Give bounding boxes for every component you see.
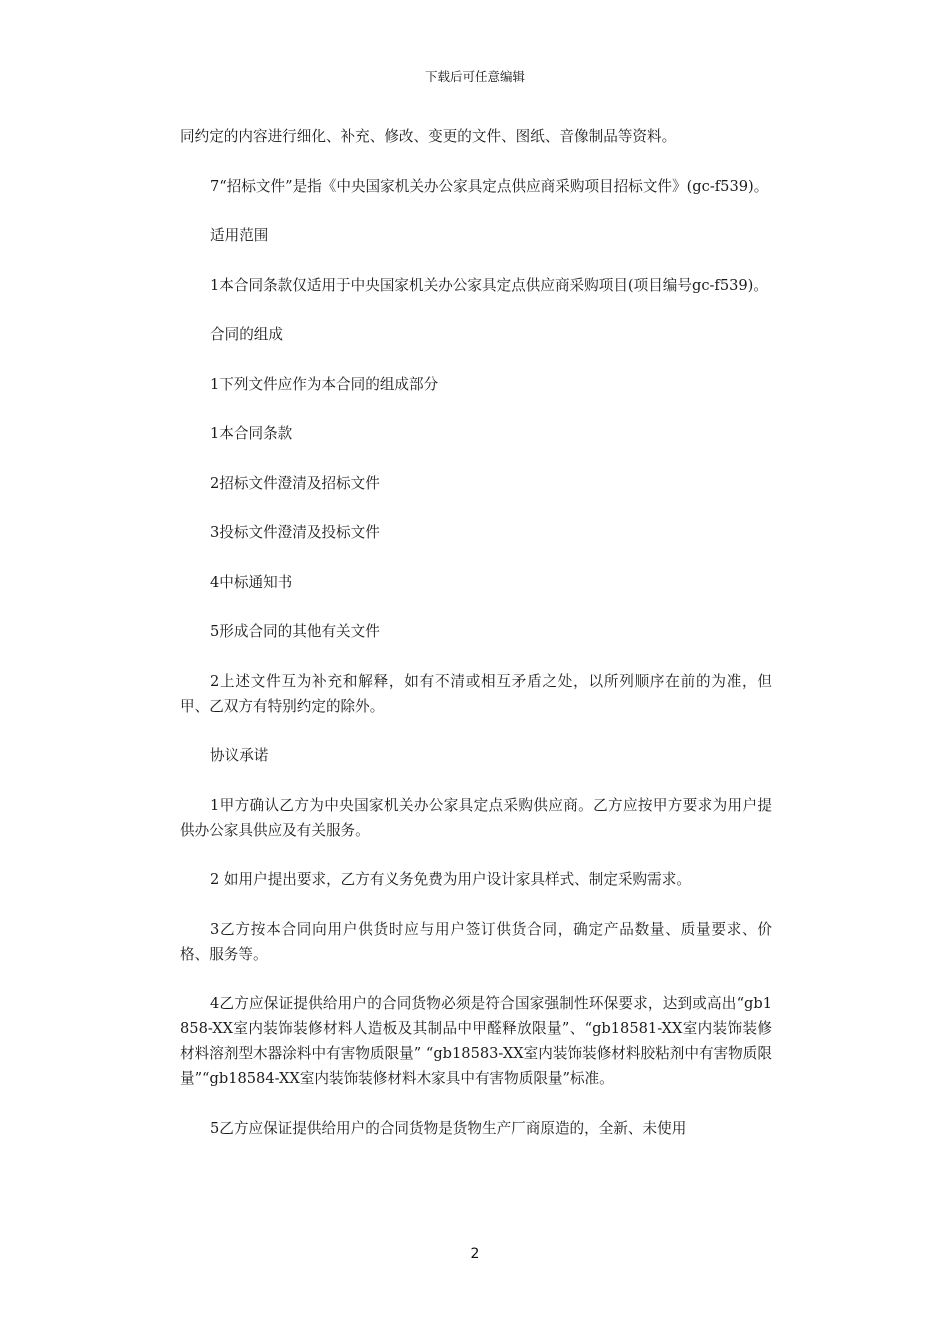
paragraph: 同约定的内容进行细化、补充、修改、变更的文件、图纸、音像制品等资料。 xyxy=(180,128,677,145)
paragraph: 1本合同条款仅适用于中央国家机关办公家具定点供应商采购项目(项目编号gc-f539)。 xyxy=(210,276,768,294)
section-heading: 协议承诺 xyxy=(210,747,269,764)
page-number: 2 xyxy=(470,1246,480,1262)
paragraph: 2上述文件互为补充和解释，如有不清或相互矛盾之处，以所列顺序在前的为准，但甲、乙双方有特别约定的除外。 xyxy=(180,672,772,715)
list-item: 2招标文件澄清及招标文件 xyxy=(210,474,380,492)
page-header: 下载后可任意编辑 xyxy=(424,69,525,84)
paragraph: 7“招标文件”是指《中央国家机关办公家具定点供应商采购项目招标文件》(gc-f539)。 xyxy=(210,177,769,195)
list-item: 3投标文件澄清及投标文件 xyxy=(210,524,380,541)
section-heading: 合同的组成 xyxy=(210,326,283,343)
list-item: 4中标通知书 xyxy=(210,573,293,591)
document-body xyxy=(180,124,772,1165)
list-item: 5形成合同的其他有关文件 xyxy=(210,623,380,640)
paragraph: 1下列文件应作为本合同的组成部分 xyxy=(210,375,439,393)
paragraph: 1甲方确认乙方为中央国家机关办公家具定点采购供应商。乙方应按甲方要求为用户提供办公家具供应及有关服务。 xyxy=(180,796,772,839)
paragraph: 5乙方应保证提供给用户的合同货物是货物生产厂商原造的，全新、未使用 xyxy=(210,1119,687,1137)
paragraph: 3乙方按本合同向用户供货时应与用户签订供货合同，确定产品数量、质量要求、价格、服务等。 xyxy=(180,920,772,963)
section-heading: 适用范围 xyxy=(210,227,269,244)
paragraph: 4乙方应保证提供给用户的合同货物必须是符合国家强制性环保要求，达到或高出“gb1858-XX室内装饰装修材料人造板及其制品中甲醛释放限量”、“gb18581-XX室内装饰装修材料溶剂型木器涂料中有害物质限量” “gb18583-XX室内装饰装修材料胶粘剂中有害物质限量”“gb18584-XX室内装饰装修材料木家具中有害物质限量”标准。 xyxy=(180,995,772,1087)
paragraph: 2 如用户提出要求，乙方有义务免费为用户设计家具样式、制定采购需求。 xyxy=(210,871,691,888)
list-item: 1本合同条款 xyxy=(210,425,293,442)
